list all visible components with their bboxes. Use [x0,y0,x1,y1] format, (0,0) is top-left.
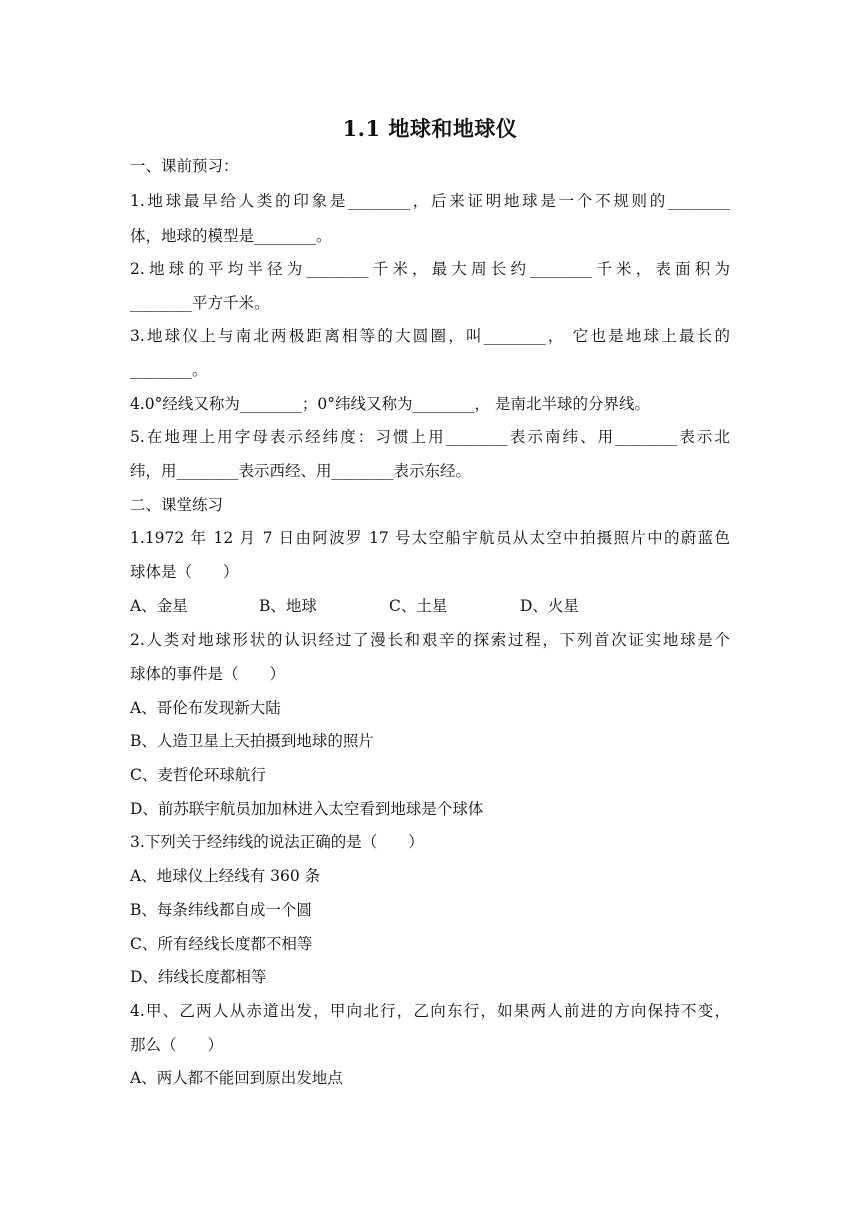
preview-q1-line2: 体，地球的模型是________。 [130,227,332,245]
practice-q4-line2: 那么（ ） [130,1036,224,1054]
page-title: 1.1 地球和地球仪 [342,116,518,141]
practice-q2-option-d: D、前苏联宇航员加加林进入太空看到地球是个球体 [130,800,484,818]
preview-q1-line1: 1.地球最早给人类的印象是________，后来证明地球是一个不规则的________ [130,192,730,210]
practice-q2-line1: 2.人类对地球形状的认识经过了漫长和艰辛的探索过程，下列首次证实地球是个 [130,631,730,649]
practice-q4-line1: 4.甲、乙两人从赤道出发，甲向北行，乙向东行，如果两人前进的方向保持不变， [130,1002,730,1020]
practice-q1-option-b: B、地球 [259,597,317,615]
preview-q3-line2: ________。 [130,361,208,379]
practice-q2-line2: 球体的事件是（ ） [130,665,286,683]
practice-q3-option-d: D、纬线长度都相等 [130,968,267,986]
practice-q3-option-c: C、所有经线长度都不相等 [130,935,313,953]
preview-q5-line1: 5.在地理上用字母表示经纬度：习惯上用________表示南纬、用________表示北 [130,428,730,446]
practice-q4-option-a: A、两人都不能回到原出发地点 [130,1069,343,1087]
section-heading-practice: 二、课堂练习 [130,496,224,514]
practice-q2-option-c: C、麦哲伦环球航行 [130,766,266,784]
practice-q1-option-c: C、土星 [389,597,448,615]
practice-q2-option-a: A、哥伦布发现新大陆 [130,699,281,717]
practice-q2-option-b: B、人造卫星上天拍摄到地球的照片 [130,732,374,750]
practice-q1-option-a: A、金星 [130,597,188,615]
preview-q4-line1: 4.0°经线又称为________；0°纬线又称为________， 是南北半球的分界线。 [130,395,650,413]
practice-q3-line1: 3.下列关于经纬线的说法正确的是（ ） [130,833,424,851]
preview-q3-line1: 3.地球仪上与南北两极距离相等的大圆圈，叫________， 它也是地球上最长的 [130,327,730,345]
practice-q1-option-d: D、火星 [520,597,579,615]
practice-q1-line2: 球体是（ ） [130,563,239,581]
section-heading-preview: 一、课前预习： [130,157,239,175]
preview-q5-line2: 纬，用________表示西经、用________表示东经。 [130,462,472,480]
preview-q2-line1: 2.地球的平均半径为________千米，最大周长约________千米，表面积为 [130,260,730,278]
practice-q1-line1: 1.1972 年 12 月 7 日由阿波罗 17 号太空船宇航员从太空中拍摄照片中的蔚蓝色 [130,529,730,547]
practice-q3-option-a: A、地球仪上经线有 360 条 [130,867,321,885]
preview-q2-line2: ________平方千米。 [130,294,270,312]
practice-q3-option-b: B、每条纬线都自成一个圆 [130,901,312,919]
